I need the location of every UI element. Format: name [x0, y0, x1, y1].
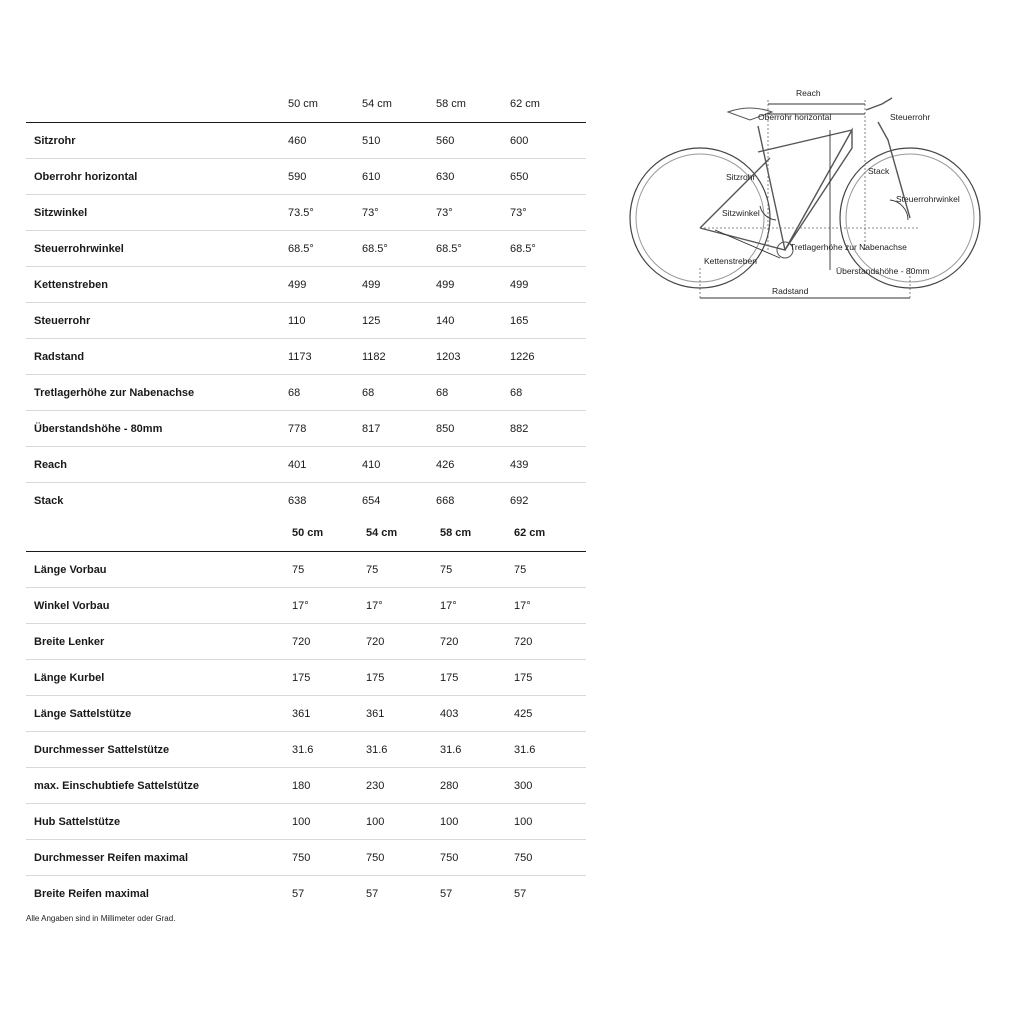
row-value: 499 — [510, 278, 529, 291]
row-label: Reach — [34, 458, 68, 471]
row-value: 600 — [510, 134, 529, 147]
row-label: Steuerrohr — [34, 314, 91, 327]
header-size-50: 50 cm — [292, 527, 324, 539]
row-value: 17° — [514, 599, 531, 612]
row-value: 750 — [514, 851, 533, 864]
row-label: Radstand — [34, 350, 85, 363]
row-value: 410 — [362, 458, 381, 471]
row-label: max. Einschubtiefe Sattelstütze — [34, 779, 200, 792]
label-sitzwinkel: Sitzwinkel — [722, 208, 760, 218]
row-value: 778 — [288, 422, 307, 435]
row-value: 1173 — [288, 350, 312, 363]
row-value: 175 — [292, 671, 311, 684]
row-value: 499 — [288, 278, 307, 291]
label-steuerrohr: Steuerrohr — [890, 112, 931, 122]
row-value: 750 — [292, 851, 311, 864]
table-row — [26, 447, 586, 483]
row-value: 100 — [366, 815, 385, 828]
row-value: 57 — [366, 887, 379, 900]
row-value: 425 — [514, 707, 533, 720]
table-row — [26, 588, 586, 624]
row-value: 68 — [510, 386, 523, 399]
row-value: 73° — [436, 206, 453, 219]
row-value: 510 — [362, 134, 381, 147]
row-value: 17° — [292, 599, 309, 612]
row-label: Länge Vorbau — [34, 563, 107, 576]
row-value: 125 — [362, 314, 381, 327]
frame-icon — [700, 126, 852, 250]
label-steuerrohrwinkel: Steuerrohrwinkel — [896, 194, 960, 204]
row-value: 1203 — [436, 350, 461, 363]
table-row — [26, 768, 586, 804]
bike-geometry-diagram — [620, 80, 1000, 310]
table-row — [26, 339, 586, 375]
row-label: Stack — [34, 494, 64, 507]
table-row — [26, 624, 586, 660]
label-stack: Stack — [868, 166, 890, 176]
handlebar-icon — [866, 98, 892, 110]
row-value: 100 — [514, 815, 533, 828]
row-label: Durchmesser Reifen maximal — [34, 851, 189, 864]
components-table — [26, 515, 586, 911]
row-value: 650 — [510, 170, 529, 183]
header-size-54: 54 cm — [366, 527, 398, 539]
header-size-50: 50 cm — [288, 98, 318, 110]
table-row — [26, 696, 586, 732]
label-reach: Reach — [796, 88, 821, 98]
row-value: 31.6 — [366, 743, 388, 756]
footnote: Alle Angaben sind in Millimeter oder Grad. — [26, 914, 176, 923]
row-label: Breite Lenker — [34, 635, 105, 648]
label-ueberstand: Überstandshöhe - 80mm — [836, 266, 930, 276]
row-value: 75 — [514, 563, 527, 576]
row-value: 280 — [440, 779, 459, 792]
row-value: 31.6 — [292, 743, 314, 756]
row-value: 1226 — [510, 350, 535, 363]
row-value: 73° — [362, 206, 379, 219]
row-value: 68 — [288, 386, 301, 399]
row-value: 110 — [288, 314, 306, 327]
row-value: 17° — [440, 599, 457, 612]
row-value: 638 — [288, 494, 307, 507]
row-value: 175 — [366, 671, 385, 684]
row-value: 175 — [440, 671, 459, 684]
row-label: Länge Sattelstütze — [34, 707, 132, 720]
row-value: 720 — [292, 635, 311, 648]
header-size-58: 58 cm — [440, 527, 472, 539]
row-value: 180 — [292, 779, 311, 792]
row-label: Winkel Vorbau — [34, 599, 110, 612]
geometry-table-header — [26, 86, 586, 123]
row-value: 750 — [366, 851, 385, 864]
row-value: 140 — [436, 314, 455, 327]
row-value: 361 — [292, 707, 311, 720]
row-value: 403 — [440, 707, 459, 720]
label-sitzrohr: Sitzrohr — [726, 172, 756, 182]
row-value: 439 — [510, 458, 529, 471]
label-radstand: Radstand — [772, 286, 809, 296]
row-label: Überstandshöhe - 80mm — [34, 422, 163, 435]
row-value: 692 — [510, 494, 529, 507]
components-table-header — [26, 515, 586, 552]
row-value: 68 — [436, 386, 449, 399]
row-value: 68.5° — [288, 242, 314, 255]
row-value: 75 — [292, 563, 305, 576]
header-size-62: 62 cm — [510, 98, 540, 110]
row-value: 499 — [362, 278, 381, 291]
row-value: 720 — [440, 635, 459, 648]
row-value: 68.5° — [510, 242, 536, 255]
row-value: 401 — [288, 458, 307, 471]
row-value: 817 — [362, 422, 381, 435]
table-row — [26, 267, 586, 303]
table-row — [26, 159, 586, 195]
row-value: 31.6 — [514, 743, 536, 756]
header-size-58: 58 cm — [436, 98, 466, 110]
row-label: Durchmesser Sattelstütze — [34, 743, 170, 756]
row-label: Tretlagerhöhe zur Nabenachse — [34, 386, 195, 399]
row-label: Hub Sattelstütze — [34, 815, 121, 828]
row-label: Steuerrohrwinkel — [34, 242, 124, 255]
row-value: 850 — [436, 422, 455, 435]
row-value: 668 — [436, 494, 455, 507]
row-value: 75 — [366, 563, 379, 576]
table-row — [26, 195, 586, 231]
row-value: 175 — [514, 671, 533, 684]
row-label: Länge Kurbel — [34, 671, 105, 684]
row-value: 73° — [510, 206, 527, 219]
row-value: 230 — [366, 779, 385, 792]
row-value: 610 — [362, 170, 381, 183]
row-value: 882 — [510, 422, 529, 435]
table-row — [26, 303, 586, 339]
geometry-table — [26, 86, 586, 518]
row-label: Breite Reifen maximal — [34, 887, 149, 900]
row-value: 460 — [288, 134, 307, 147]
row-value: 100 — [440, 815, 459, 828]
row-value: 750 — [440, 851, 459, 864]
table-row — [26, 231, 586, 267]
row-value: 720 — [366, 635, 385, 648]
row-value: 590 — [288, 170, 307, 183]
table-row — [26, 411, 586, 447]
row-value: 31.6 — [440, 743, 462, 756]
label-tretlager: Tretlagerhöhe zur Nabenachse — [790, 242, 907, 252]
row-value: 361 — [366, 707, 385, 720]
row-value: 57 — [440, 887, 453, 900]
header-size-54: 54 cm — [362, 98, 392, 110]
row-value: 68.5° — [362, 242, 388, 255]
row-value: 560 — [436, 134, 455, 147]
row-label: Sitzwinkel — [34, 206, 88, 219]
row-value: 165 — [510, 314, 529, 327]
table-row — [26, 732, 586, 768]
label-oberrohr: Oberrohr horizontal — [758, 112, 832, 122]
row-value: 75 — [440, 563, 453, 576]
label-kettenstreben: Kettenstreben — [704, 256, 757, 266]
row-label: Kettenstreben — [34, 278, 108, 291]
row-value: 57 — [292, 887, 305, 900]
row-value: 68.5° — [436, 242, 462, 255]
row-value: 17° — [366, 599, 383, 612]
table-row — [26, 876, 586, 911]
header-size-62: 62 cm — [514, 527, 546, 539]
table-row — [26, 840, 586, 876]
table-row — [26, 375, 586, 411]
table-row — [26, 660, 586, 696]
row-value: 630 — [436, 170, 455, 183]
row-label: Oberrohr horizontal — [34, 170, 138, 183]
table-row — [26, 123, 586, 159]
table-row — [26, 804, 586, 840]
row-value: 720 — [514, 635, 533, 648]
row-value: 1182 — [362, 350, 386, 363]
table-row — [26, 552, 586, 588]
rear-wheel-icon — [630, 148, 770, 288]
row-value: 499 — [436, 278, 455, 291]
row-value: 73.5° — [288, 206, 314, 219]
row-value: 57 — [514, 887, 527, 900]
row-value: 654 — [362, 494, 381, 507]
table-row — [26, 483, 586, 518]
row-value: 68 — [362, 386, 375, 399]
row-value: 426 — [436, 458, 455, 471]
row-label: Sitzrohr — [34, 134, 76, 147]
row-value: 300 — [514, 779, 533, 792]
row-value: 100 — [292, 815, 311, 828]
